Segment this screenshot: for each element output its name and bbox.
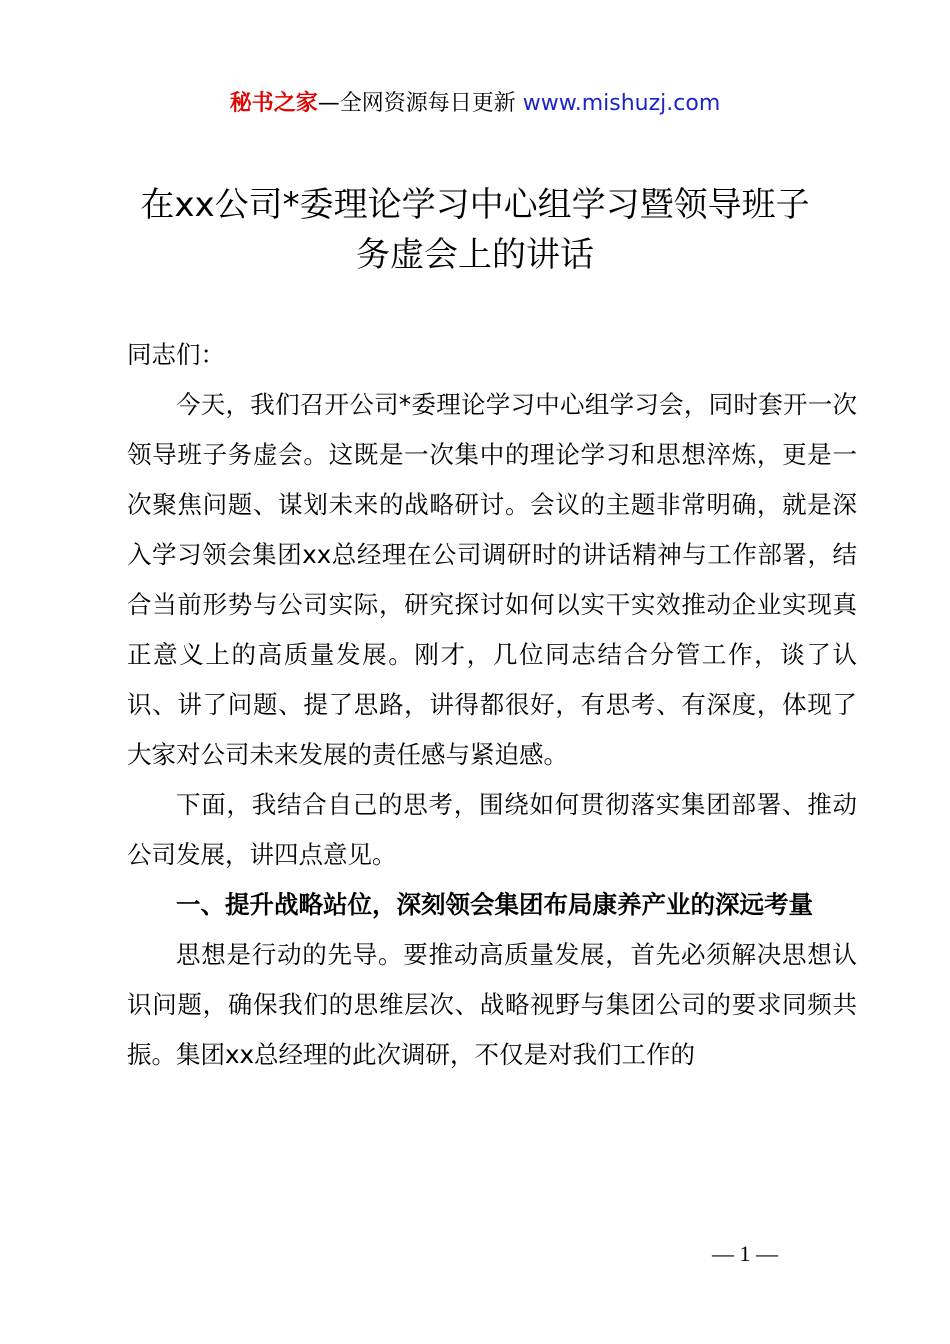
banner-tagline: —全网资源每日更新 xyxy=(317,91,523,116)
title-line-2: 务虚会上的讲话 xyxy=(356,235,594,275)
paragraph-opening: 今天，我们召开公司*委理论学习中心组学习会，同时套开一次领导班子务虚会。这既是一次集中的理论学习和思想淬炼，更是一次聚焦问题、谋划未来的战略研讨。会议的主题非常明确，就是深入学习领会集团xx总经理在公司调研时的讲话精神与工作部署，结合当前形势与公司实际，研究探讨如何以实干实效推动企业实现真正意义上的高质量发展。刚才，几位同志结合分管工作，谈了认识、讲了问题、提了思路，讲得都很好，有思考、有深度，体现了大家对公司未来发展的责任感与紧迫感。 xyxy=(127,390,857,769)
site-url-link[interactable]: www.mishuzj.com xyxy=(522,91,721,116)
document-title xyxy=(100,180,850,280)
title-line-1: 在xx公司*委理论学习中心组学习暨领导班子 xyxy=(140,185,810,225)
site-banner xyxy=(0,88,950,120)
paragraph-outline: 下面，我结合自己的思考，围绕如何贯彻落实集团部署、推动公司发展，讲四点意见。 xyxy=(127,790,857,869)
document-body xyxy=(127,330,857,1080)
brand-name: 秘书之家 xyxy=(229,91,318,116)
paragraph-section-1: 思想是行动的先导。要推动高质量发展，首先必须解决思想认识问题，确保我们的思维层次、战略视野与集团公司的要求同频共振。集团xx总经理的此次调研，不仅是对我们工作的 xyxy=(127,940,857,1069)
section-heading-1: 一、提升战略站位，深刻领会集团布局康养产业的深远考量 xyxy=(176,890,813,919)
salutation: 同志们： xyxy=(127,340,225,369)
page-number: — 1 — xyxy=(712,1241,778,1266)
